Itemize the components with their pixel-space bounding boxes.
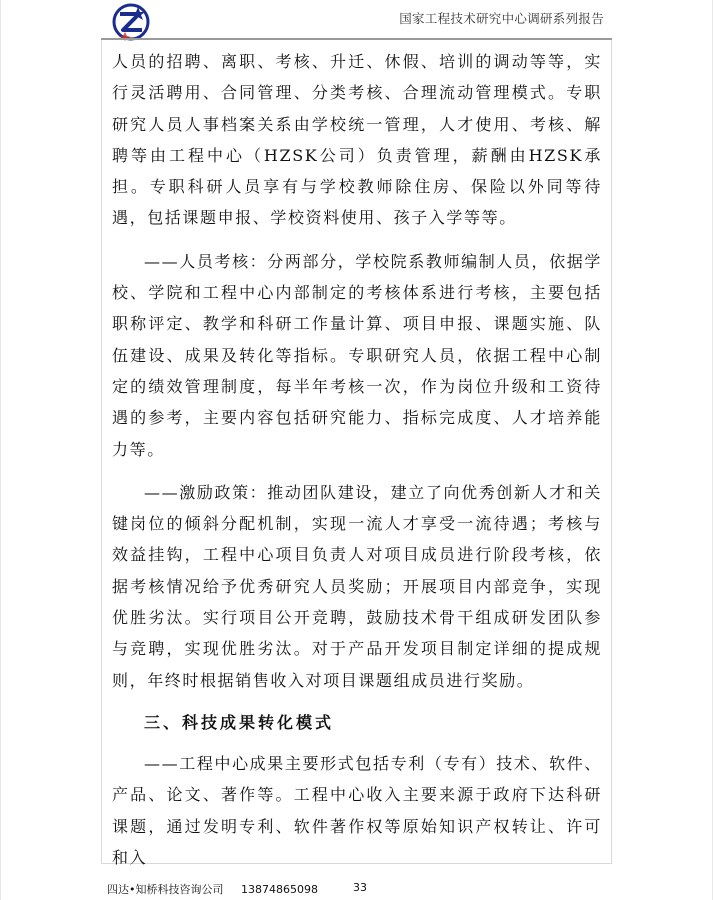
paragraph-personnel-management: 人员的招聘、离职、考核、升迁、休假、培训的调动等等，实行灵活聘用、合同管理、分类考核、合理流动管理模式。专职研究人员人事档案关系由学校统一管理，人才使用、考核、解聘等由工程中心（HZSK公司）负责管理，薪酬由HZSK承担。专职科研人员享有与学校教师除住房、保险以外同等待遇，包括课题申报、学校资料使用、孩子入学等等。 <box>112 52 602 228</box>
company-logo-icon <box>111 2 151 42</box>
section-heading: 三、科技成果转化模式 <box>144 712 335 732</box>
footer <box>107 881 318 897</box>
footer-company: 四达•知桥科技咨询公司 <box>107 883 224 896</box>
page-number: 33 <box>353 881 367 894</box>
paragraph-achievement-forms: ——工程中心成果主要形式包括专利（专有）技术、软件、产品、论文、著作等。工程中心收入主要来源于政府下达科研课题，通过发明专利、软件著作权等原始知识产权转让、许可和入 <box>112 753 602 867</box>
header-title: 国家工程技术研究中心调研系列报告 <box>399 11 604 26</box>
page-body <box>101 40 612 867</box>
paragraph-personnel-assessment: ——人员考核：分两部分，学校院系教师编制人员，依据学校、学院和工程中心内部制定的考核体系进行考核，主要包括职称评定、教学和科研工作量计算、项目申报、课题实施、队伍建设、成果及转化等指标。专职研究人员，依据工程中心制定的绩效管理制度，每半年考核一次，作为岗位升级和工资待遇的参考，主要内容包括研究能力、指标完成度、人才培养能力等。 <box>112 251 602 459</box>
footer-phone: 13874865098 <box>241 883 318 896</box>
paragraph-incentive-policy: ——激励政策：推动团队建设，建立了向优秀创新人才和关键岗位的倾斜分配机制，实现一流人才享受一流待遇；考核与效益挂钩，工程中心项目负责人对项目成员进行阶段考核，依据考核情况给予优秀研究人员奖励；开展项目内部竞争，实现优胜劣汰。实行项目公开竞聘，鼓励技术骨干组成研发团队参与竞聘，实现优胜劣汰。对于产品开发项目制定详细的提成规则，年终时根据销售收入对项目课题组成员进行奖励。 <box>112 482 602 690</box>
